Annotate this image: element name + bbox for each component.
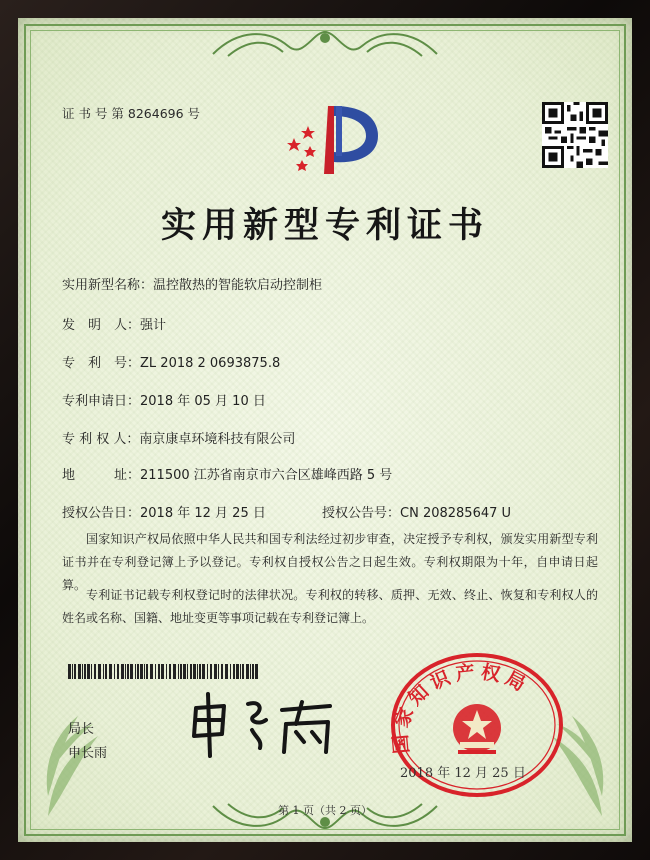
field-label: 专 利 号： bbox=[62, 356, 141, 371]
qr-code-icon bbox=[542, 102, 608, 168]
field-value: 南京康卓环境科技有限公司 bbox=[139, 432, 296, 447]
grant-paragraph: 国家知识产权局依照中华人民共和国专利法经过初步审查，决定授予专利权，颁发实用新型专利证书并在专利登记簿上予以登记。专利权自授权公告之日起生效。专利权期限为十年，自申请日起算。 bbox=[62, 532, 598, 592]
certificate-number: 证 书 号 第 8264696 号 bbox=[62, 106, 201, 121]
field-label: 地 址： bbox=[62, 468, 141, 483]
field-filing-date bbox=[62, 390, 266, 409]
certificate-title: 实用新型专利证书 bbox=[160, 206, 489, 246]
field-patentee bbox=[62, 428, 295, 447]
field-grant-number bbox=[322, 502, 511, 521]
field-value: 211500 江苏省南京市六合区雄峰西路 5 号 bbox=[140, 468, 393, 483]
seal-date: 2018 年 12 月 25 日 bbox=[400, 766, 526, 781]
field-value: 2018 年 05 月 10 日 bbox=[140, 394, 266, 409]
field-value: 温控散热的智能软启动控制柜 bbox=[153, 278, 323, 293]
signatory-role: 局长 bbox=[68, 722, 95, 737]
signatory-name: 申长雨 bbox=[68, 746, 108, 761]
field-patent-number bbox=[62, 352, 280, 371]
field-label: 发 明 人： bbox=[62, 318, 141, 333]
legal-status-paragraph: 专利证书记载专利权登记时的法律状况。专利权的转移、质押、无效、终止、恢复和专利权人的姓名或名称、国籍、地址变更等事项记载在专利登记簿上。 bbox=[62, 588, 598, 625]
field-value: 强计 bbox=[140, 318, 167, 333]
svg-text:国家知识产权局: 国家知识产权局 bbox=[389, 661, 534, 755]
patent-office-logo-icon bbox=[280, 96, 392, 180]
field-value: CN 208285647 U bbox=[400, 506, 512, 521]
barcode-icon bbox=[68, 664, 260, 679]
field-label: 专利申请日： bbox=[62, 394, 141, 409]
field-address bbox=[62, 464, 392, 483]
field-label: 授权公告号： bbox=[322, 506, 401, 521]
field-utility-model-name bbox=[62, 274, 322, 293]
top-ornament-icon bbox=[208, 24, 442, 62]
certificate-paper bbox=[18, 18, 632, 842]
field-label: 专 利 权 人： bbox=[62, 432, 140, 447]
page-number: 第 1 页（共 2 页） bbox=[278, 804, 372, 817]
field-inventor bbox=[62, 314, 166, 333]
field-grant-date bbox=[62, 502, 266, 521]
field-value: ZL 2018 2 0693875.8 bbox=[140, 356, 281, 371]
handwritten-signature-icon bbox=[178, 690, 344, 760]
field-label: 授权公告日： bbox=[62, 506, 141, 521]
field-label: 实用新型名称： bbox=[62, 278, 154, 293]
field-value: 2018 年 12 月 25 日 bbox=[140, 506, 266, 521]
